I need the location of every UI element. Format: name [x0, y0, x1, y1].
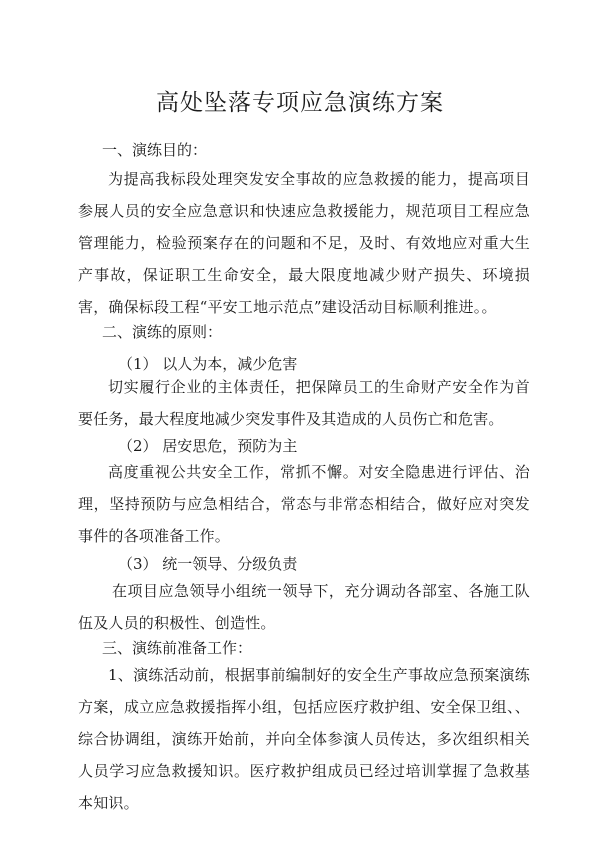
section-heading-principles: 二、演练的原则： — [102, 323, 223, 341]
principle-paragraph-2: 高度重视公共安全工作，常抓不懈。对安全隐患进行评估、治理，坚持预防与应急相结合，常态与非常态相结合，做好应对突发事件的各项准备工作。 — [78, 463, 530, 545]
section-heading-preparation: 三、演练前准备工作： — [102, 639, 253, 657]
principle-title-1: （1） 以人为本，减少危害 — [118, 355, 298, 373]
section-heading-purpose: 一、演练目的： — [102, 141, 208, 159]
page-title: 高处坠落专项应急演练方案 — [156, 90, 444, 116]
principle-paragraph-3: 在项目应急领导小组统一领导下，充分调动各部室、各施工队伍及人员的积极性、创造性。 — [78, 582, 530, 632]
principle-paragraph-1: 切实履行企业的主体责任，把保障员工的生命财产安全作为首要任务，最大程度地减少突发事件及其造成的人员伤亡和危害。 — [78, 378, 530, 428]
paragraph-purpose: 为提高我标段处理突发安全事故的应急救援的能力，提高项目参展人员的安全应急意识和快速应急救援能力，规范项目工程应急管理能力，检验预案存在的问题和不足，及时、有效地应对重大生产事故，保证职工生命安全，最大限度地减少财产损失、环境损害，确保标段工程“平安工地示范点”建设活动目标顺利推进。。 — [78, 170, 530, 316]
principle-title-3: （3） 统一领导、分级负责 — [118, 555, 298, 573]
paragraph-preparation: 1、演练活动前，根据事前编制好的安全生产事故应急预案演练方案，成立应急救援指挥小组，包括应医疗救护组、安全保卫组、、综合协调组，演练开始前，并向全体参演人员传达，多次组织相关人员学习应急救援知识。医疗救护组成员已经过培训掌握了急救基本知识。 — [78, 666, 530, 812]
principle-title-2: （2） 居安思危，预防为主 — [118, 437, 298, 455]
